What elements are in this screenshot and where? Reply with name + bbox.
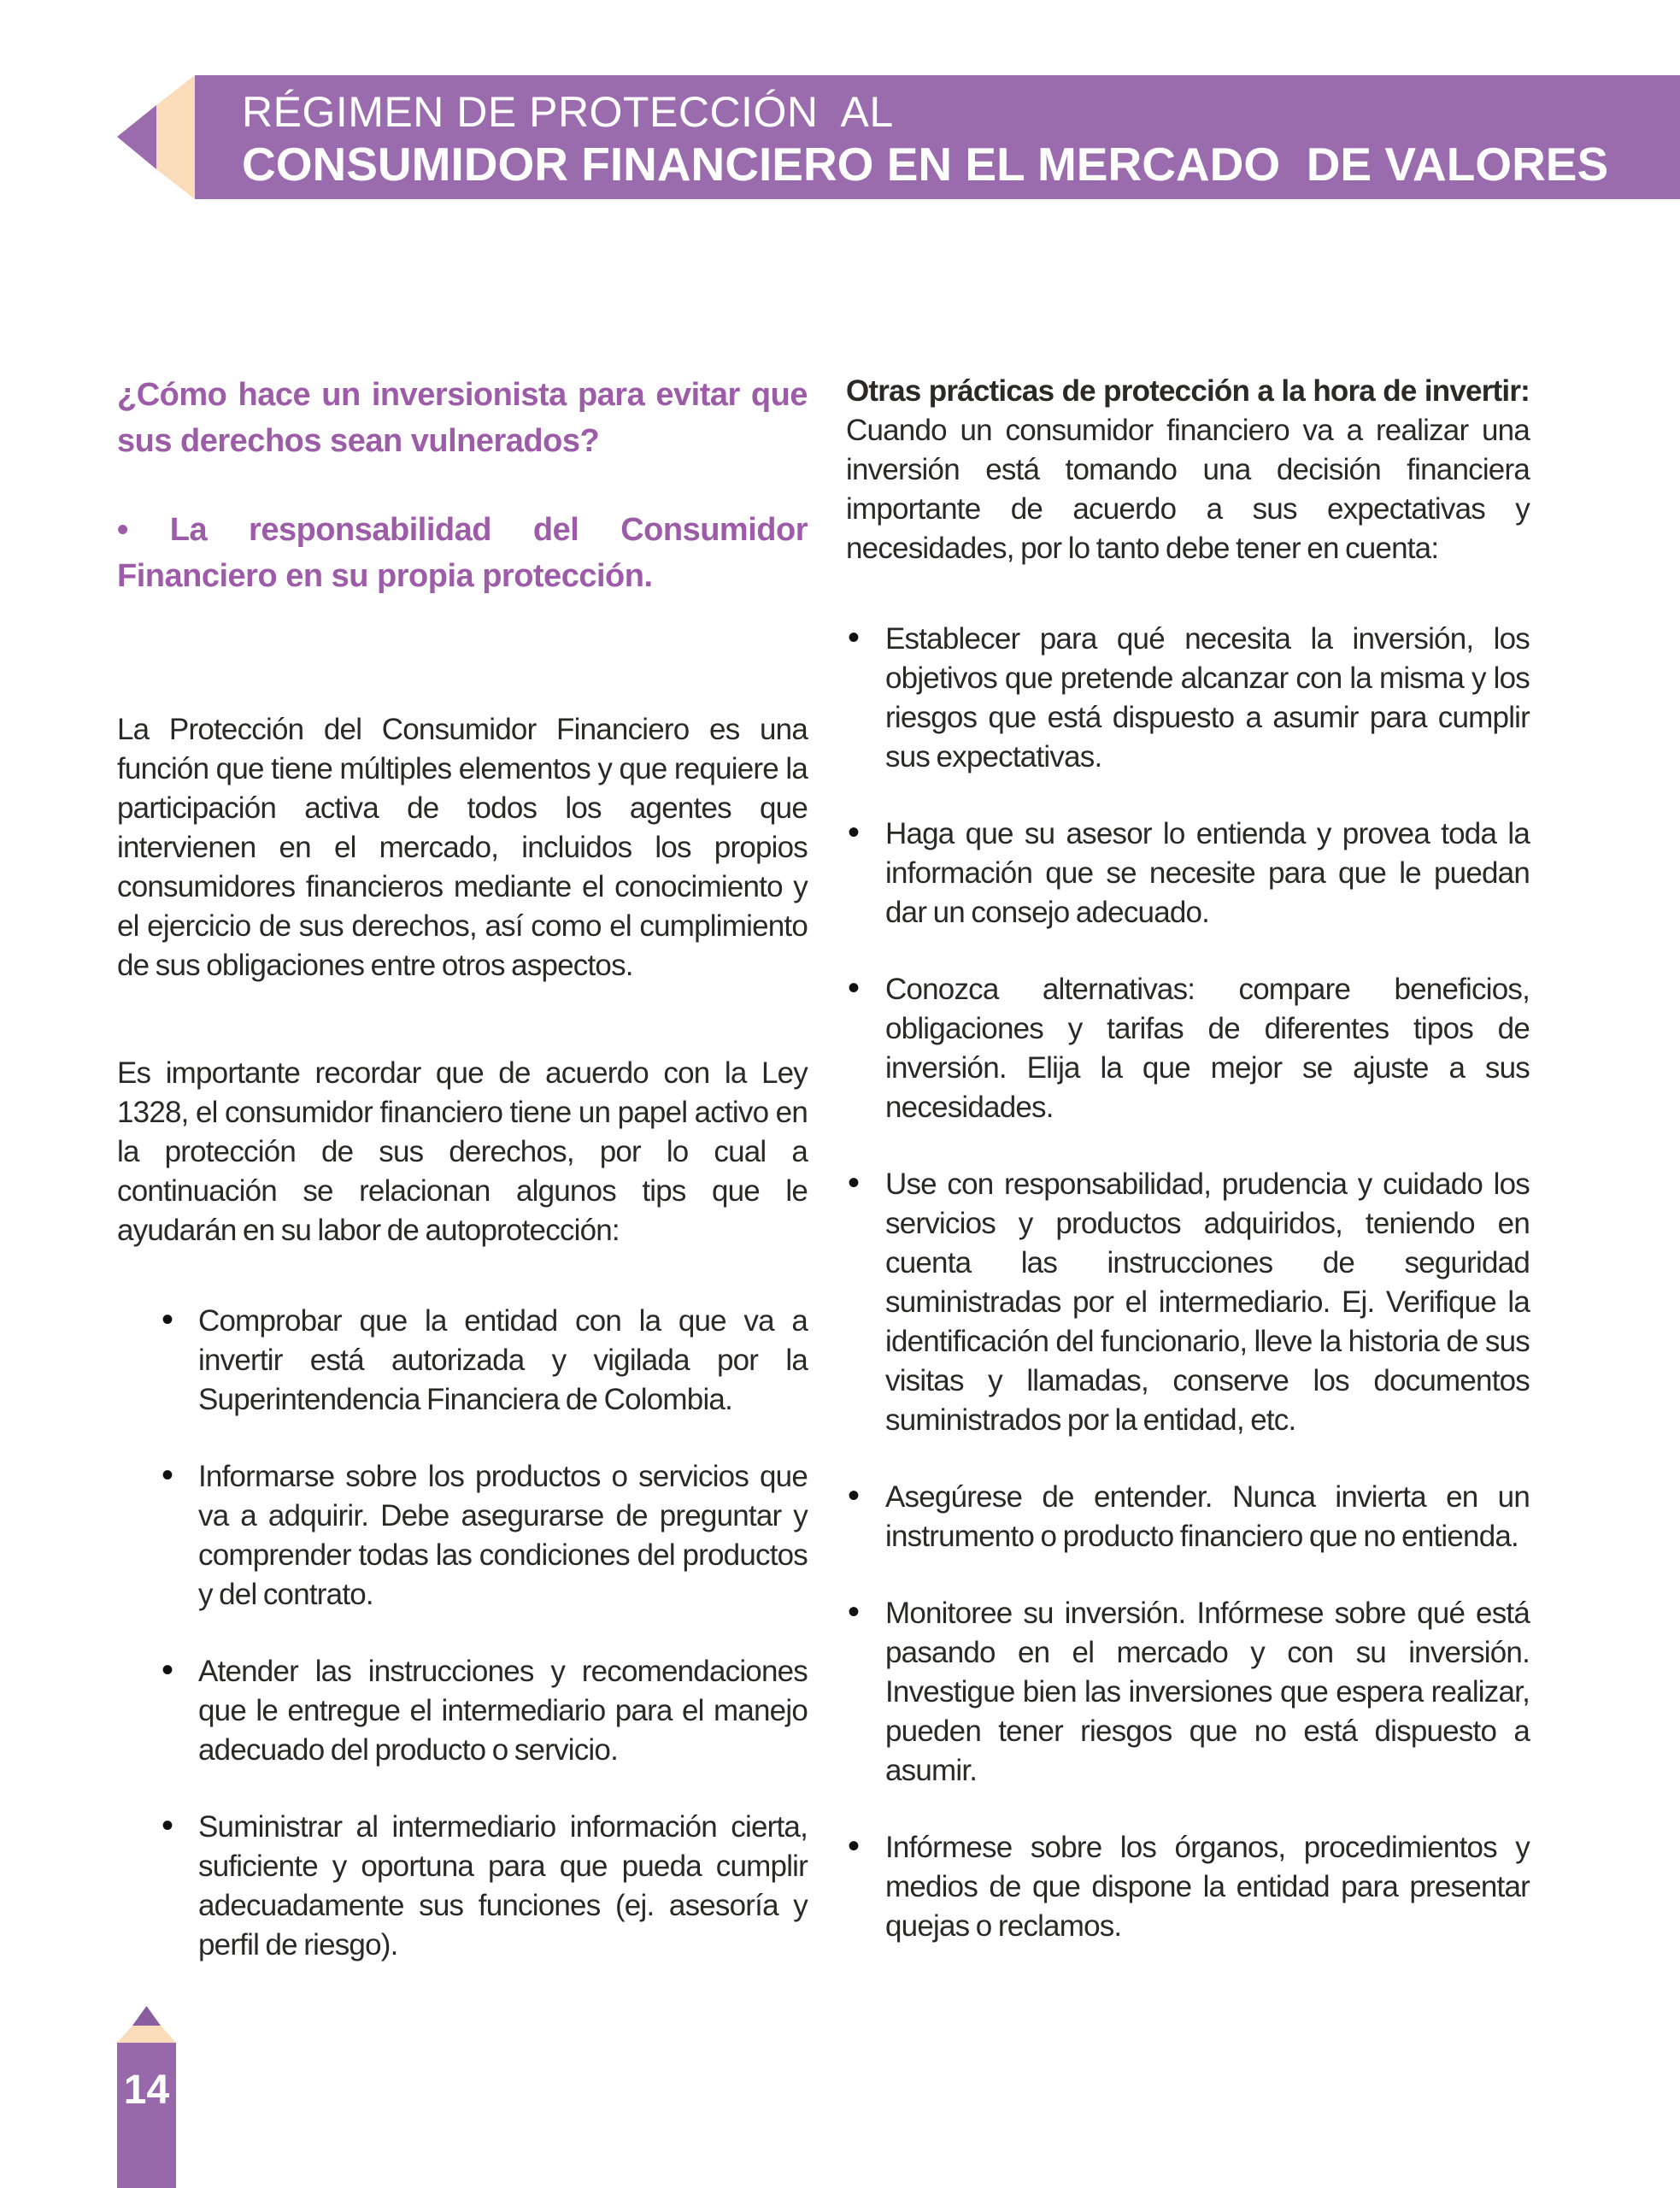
bullet-dot: • bbox=[162, 1807, 173, 1844]
responsibility-subheading: • La responsabilidad del Consumidor Financiero en su propia protección. bbox=[117, 512, 808, 594]
bullet-text: Haga que su asesor lo entienda y provea toda la información que se necesite para que le puedan dar un consejo adecuado. bbox=[885, 817, 1530, 929]
paragraph-protection: La Protección del Consumidor Financiero es una función que tiene múltiples elementos y que requiere la participación activa de todos los agentes que intervienen en el mercado, incluidos los propios consumidores financieros mediante el conocimiento y el ejercicio de sus derechos, así como el cumplimiento de sus obligaciones entre otros aspectos. bbox=[117, 713, 808, 982]
bullet-dot: • bbox=[848, 814, 860, 851]
bullet-item bbox=[846, 620, 1530, 777]
header-banner bbox=[195, 75, 1680, 199]
bullet-text: Suministrar al intermediario información cierta, suficiente y oportuna para que pueda cumplir adecuadamente sus funciones (ej. asesoría y perfil de riesgo). bbox=[198, 1810, 808, 1962]
bullet-text: Monitoree su inversión. Infórmese sobre qué está pasando en el mercado y con su inversión. Investigue bien las inversiones que espera realizar, pueden tener riesgos que no está dispuesto a asumir. bbox=[885, 1597, 1530, 1787]
bullet-text: Establecer para qué necesita la inversión, los objetivos que pretende alcanzar con la misma y los riesgos que está dispuesto a asumir para cumplir sus expectativas. bbox=[885, 622, 1530, 773]
bullet-dot: • bbox=[848, 619, 860, 656]
bullet-dot: • bbox=[848, 1164, 860, 1202]
bullet-text: Atender las instrucciones y recomendaciones que le entregue el intermediario para el manejo adecuado del producto o servicio. bbox=[198, 1655, 808, 1767]
pencil-wood-shape bbox=[156, 75, 195, 199]
bullet-dot: • bbox=[848, 1477, 860, 1515]
bullet-item bbox=[846, 815, 1530, 932]
bullet-dot: • bbox=[848, 1827, 860, 1865]
other-practices-text: Cuando un consumidor financiero va a realizar una inversión está tomando una decisión financiera importante de acuerdo a sus expectativas y necesidades, por lo tanto debe tener en cuenta: bbox=[846, 414, 1530, 565]
bullet-item bbox=[846, 970, 1530, 1127]
page-number: 14 bbox=[123, 2067, 170, 2113]
bullet-item bbox=[117, 1808, 808, 1965]
page-title-line1: RÉGIMEN DE PROTECCIÓN AL bbox=[242, 88, 894, 136]
bullet-text: Asegúrese de entender. Nunca invierta en un instrumento o producto financiero que no entienda. bbox=[885, 1480, 1530, 1553]
bullet-dot: • bbox=[162, 1651, 173, 1689]
bullet-dot: • bbox=[848, 969, 860, 1007]
bullet-item bbox=[846, 1478, 1530, 1556]
pencil-lead-shape bbox=[132, 2006, 161, 2026]
bullet-text: Infórmese sobre los órganos, procedimientos y medios de que dispone la entidad para presentar quejas o reclamos. bbox=[885, 1831, 1530, 1943]
bullet-dot: • bbox=[162, 1456, 173, 1494]
bullet-text: Conozca alternativas: compare beneficios, obligaciones y tarifas de diferentes tipos de inversión. Elija la que mejor se ajuste a sus necesidades. bbox=[885, 973, 1530, 1124]
bullet-item bbox=[117, 1302, 808, 1420]
bullet-dot: • bbox=[848, 1593, 860, 1631]
pencil-body-shape bbox=[117, 2043, 176, 2188]
other-practices-paragraph bbox=[846, 372, 1530, 568]
left-bullet-list bbox=[117, 1302, 808, 1965]
right-column bbox=[846, 372, 1530, 1946]
right-bullet-list bbox=[846, 620, 1530, 1946]
bullet-item bbox=[846, 1594, 1530, 1791]
question-heading: ¿Cómo hace un inversionista para evitar que sus derechos sean vulnerados? bbox=[117, 377, 808, 459]
pencil-wood-shape bbox=[117, 2026, 176, 2043]
other-practices-heading: Otras prácticas de protección a la hora de invertir: bbox=[846, 374, 1530, 408]
pencil-lead-shape bbox=[117, 105, 156, 169]
bullet-item bbox=[846, 1828, 1530, 1946]
header-pencil-tip-icon bbox=[117, 75, 195, 199]
bullet-text: Use con responsabilidad, prudencia y cuidado los servicios y productos adquiridos, teniendo en cuenta las instrucciones de seguridad suministradas por el intermediario. Ej. Verifique la identificación del funcionario, lleve la historia de sus visitas y llamadas, conserve los documentos suministrados por la entidad, etc. bbox=[885, 1168, 1530, 1437]
bullet-item bbox=[846, 1165, 1530, 1440]
paragraph-ley1328: Es importante recordar que de acuerdo con la Ley 1328, el consumidor financiero tiene un papel activo en la protección de sus derechos, por lo cual a continuación se relacionan algunos tips que le ayudarán en su labor de autoprotección: bbox=[117, 1056, 808, 1247]
page-title-line2: CONSUMIDOR FINANCIERO EN EL MERCADO DE VALORES bbox=[242, 138, 1609, 191]
bullet-text: Comprobar que la entidad con la que va a invertir está autorizada y vigilada por la Superintendencia Financiera de Colombia. bbox=[198, 1304, 808, 1416]
left-column bbox=[117, 372, 808, 1965]
bullet-item bbox=[117, 1457, 808, 1615]
bullet-dot: • bbox=[162, 1301, 173, 1338]
bullet-text: Informarse sobre los productos o servicios que va a adquirir. Debe asegurarse de preguntar y comprender todas las condiciones del productos y del contrato. bbox=[198, 1460, 808, 1611]
bullet-item bbox=[117, 1652, 808, 1770]
